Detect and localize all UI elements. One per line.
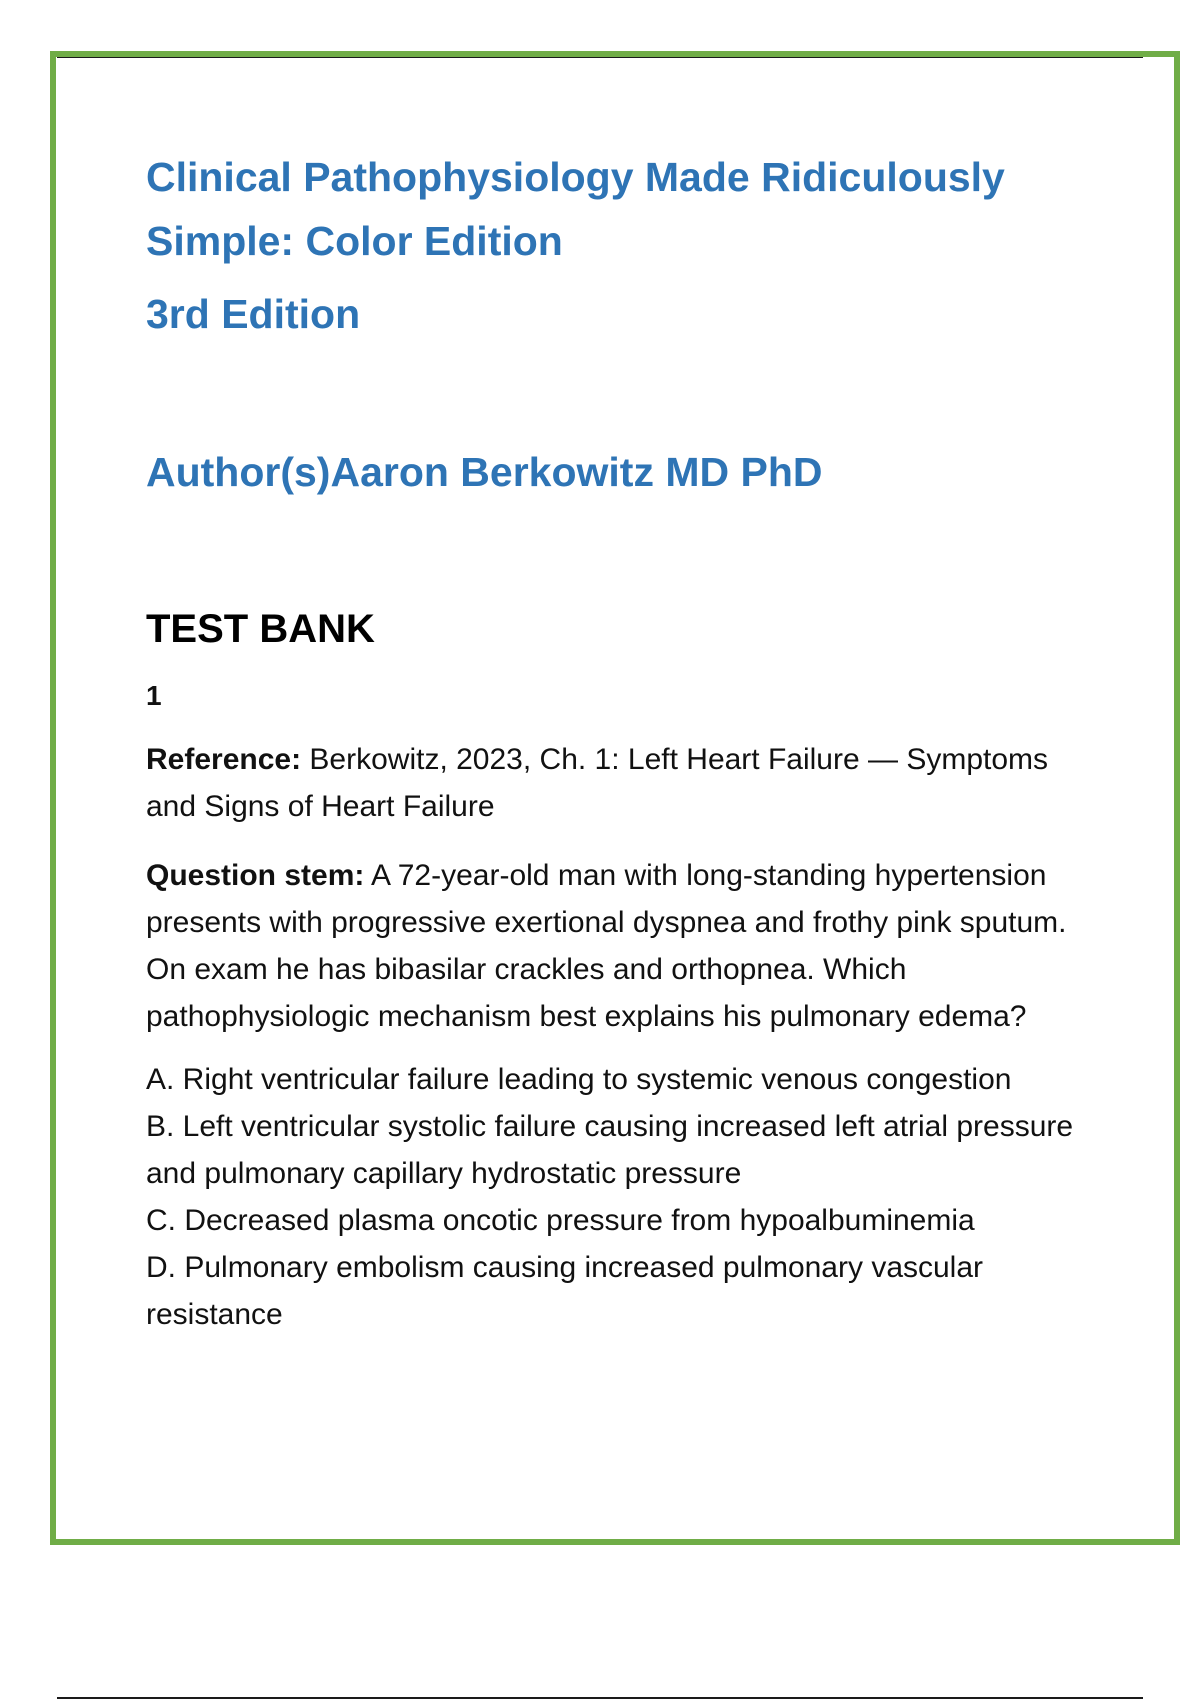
answer-option-c: C. Decreased plasma oncotic pressure from hypoalbuminemia (146, 1204, 975, 1237)
document-content (146, 145, 1096, 1338)
answer-option-a: A. Right ventricular failure leading to systemic venous congestion (146, 1063, 1012, 1096)
stem-text: A 72-year-old man with long-standing hypertension presents with progressive exertional dyspnea and frothy pink sputum. On exam he has bibasilar crackles and orthopnea. Which pathophysiologic mechanism best explains his pulmonary edema? (146, 859, 1067, 1033)
question-reference (146, 736, 1096, 830)
edition-label: 3rd Edition (146, 291, 361, 337)
question-stem (146, 852, 1096, 1040)
reference-label: Reference: (146, 743, 302, 776)
reference-text: Berkowitz, 2023, Ch. 1: Left Heart Failure — Symptoms and Signs of Heart Failure (146, 743, 1049, 823)
bottom-divider-line (57, 1697, 1143, 1699)
book-title: Clinical Pathophysiology Made Ridiculously Simple: Color Edition (146, 154, 1005, 264)
test-bank-heading: TEST BANK (146, 607, 375, 651)
stem-label: Question stem: (146, 859, 365, 892)
answer-options (146, 1056, 1096, 1338)
question-number: 1 (146, 680, 162, 711)
answer-option-b: B. Left ventricular systolic failure causing increased left atrial pressure and pulmonary capillary hydrostatic pressure (146, 1110, 1074, 1190)
answer-option-d: D. Pulmonary embolism causing increased pulmonary vascular resistance (146, 1251, 984, 1331)
author-line: Author(s)Aaron Berkowitz MD PhD (146, 449, 823, 495)
